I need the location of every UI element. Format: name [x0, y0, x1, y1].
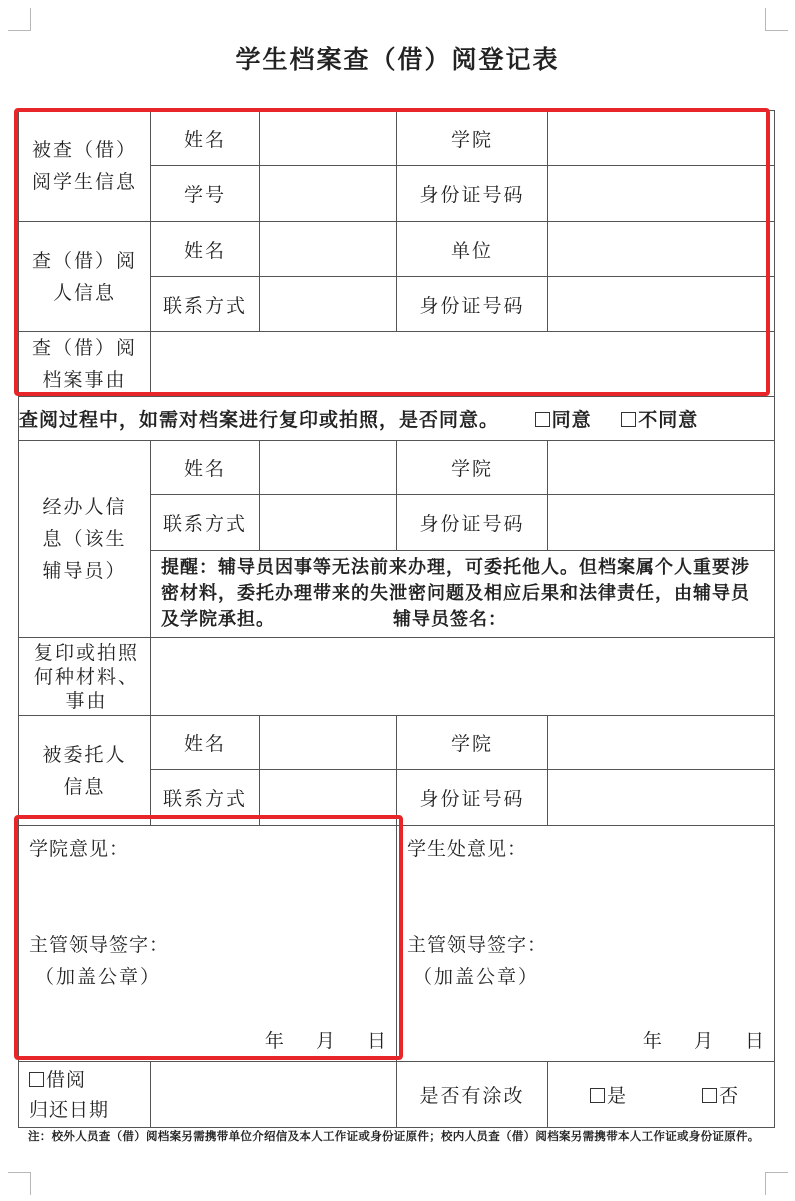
- college-seal-label: （加盖公章）: [35, 966, 162, 988]
- borrow-checkbox[interactable]: [29, 1069, 86, 1091]
- borrow-label: 借阅: [46, 1068, 87, 1091]
- crop-mark: [765, 8, 788, 31]
- reviewer-name-label: 姓名: [151, 222, 260, 277]
- delegate-idcard-field[interactable]: [548, 770, 775, 826]
- return-date-label: [19, 1062, 151, 1128]
- disagree-label: 不同意: [638, 409, 699, 431]
- handler-contact-label: 联系方式: [151, 495, 260, 551]
- college-date-label: 年 月 日: [264, 1030, 386, 1052]
- student-idcard-label: 身份证号码: [397, 166, 548, 222]
- student-id-label: 学号: [151, 166, 260, 222]
- highlight-box-opinion: [14, 815, 403, 1060]
- handler-idcard-field[interactable]: [548, 495, 775, 551]
- altered-yes-label: 是: [607, 1085, 627, 1107]
- disagree-checkbox[interactable]: [621, 409, 698, 431]
- office-date-label: 年 月 日: [642, 1030, 764, 1052]
- altered-no-label: 否: [719, 1085, 739, 1107]
- handler-name-field[interactable]: [260, 441, 397, 495]
- crop-mark: [765, 1172, 788, 1195]
- reason-label: 查（借）阅档案事由: [19, 332, 151, 397]
- handler-contact-field[interactable]: [260, 495, 397, 551]
- office-leader-signature-label: 主管领导签字：: [407, 934, 548, 956]
- college-opinion-heading: 学院意见：: [29, 838, 130, 860]
- reviewer-contact-label: 联系方式: [151, 277, 260, 332]
- checkbox-icon: [621, 412, 636, 427]
- delegate-contact-label: 联系方式: [151, 770, 260, 826]
- reminder-text: 提醒：辅导员因事等无法前来办理，可委托他人。但档案属个人重要涉密材料，委托办理带来的失泄密问题及相应后果和法律责任，由辅导员及学院承担。: [161, 557, 750, 630]
- return-date-field[interactable]: [151, 1062, 397, 1128]
- checkbox-icon: [702, 1088, 717, 1103]
- college-leader-signature-label: 主管领导签字：: [29, 934, 170, 956]
- checkbox-icon: [535, 412, 550, 427]
- reviewer-info-label: 查（借）阅人信息: [19, 222, 151, 332]
- delegate-name-label: 姓名: [151, 716, 260, 770]
- page-title: 学生档案查（借）阅登记表: [235, 45, 560, 74]
- delegate-college-label: 学院: [397, 716, 548, 770]
- delegate-info-label: 被委托人信息: [19, 716, 151, 826]
- handler-reminder: [151, 551, 775, 638]
- reviewer-idcard-label: 身份证号码: [397, 277, 548, 332]
- footnote: 注：校外人员查（借）阅档案另需携带单位介绍信及本人工作证或身份证原件；校内人员查（借）阅档案另需携带本人工作证或身份证原件。: [28, 1129, 760, 1143]
- altered-yes-checkbox[interactable]: [590, 1085, 626, 1107]
- return-date-text: 归还日期: [29, 1098, 110, 1121]
- delegate-idcard-label: 身份证号码: [397, 770, 548, 826]
- altered-label: 是否有涂改: [397, 1062, 548, 1128]
- student-name-label: 姓名: [151, 111, 260, 166]
- consent-question: 查阅过程中，如需对档案进行复印或拍照，是否同意。: [19, 409, 500, 431]
- copy-materials-field[interactable]: [151, 638, 775, 716]
- handler-college-label: 学院: [397, 441, 548, 495]
- agree-checkbox[interactable]: [535, 409, 592, 431]
- altered-options: [548, 1062, 775, 1128]
- crop-mark: [8, 1172, 31, 1195]
- handler-signature-label: 辅导员签名：: [393, 609, 507, 630]
- reviewer-unit-label: 单位: [397, 222, 548, 277]
- office-seal-label: （加盖公章）: [413, 966, 540, 988]
- handler-idcard-label: 身份证号码: [397, 495, 548, 551]
- altered-no-checkbox[interactable]: [702, 1085, 738, 1107]
- office-opinion-heading: 学生处意见：: [407, 838, 528, 860]
- student-college-label: 学院: [397, 111, 548, 166]
- agree-label: 同意: [551, 409, 592, 431]
- crop-mark: [8, 8, 31, 31]
- delegate-name-field[interactable]: [260, 716, 397, 770]
- handler-info-label: 经办人信息（该生辅导员）: [19, 441, 151, 638]
- highlight-box-top: [14, 108, 770, 396]
- checkbox-icon: [29, 1072, 44, 1087]
- handler-college-field[interactable]: [548, 441, 775, 495]
- checkbox-icon: [590, 1088, 605, 1103]
- office-opinion-box[interactable]: [397, 826, 775, 1062]
- consent-row: [19, 397, 775, 441]
- copy-materials-label: 复印或拍照何种材料、事由: [19, 638, 151, 716]
- handler-name-label: 姓名: [151, 441, 260, 495]
- delegate-college-field[interactable]: [548, 716, 775, 770]
- student-info-label: 被查（借）阅学生信息: [19, 111, 151, 222]
